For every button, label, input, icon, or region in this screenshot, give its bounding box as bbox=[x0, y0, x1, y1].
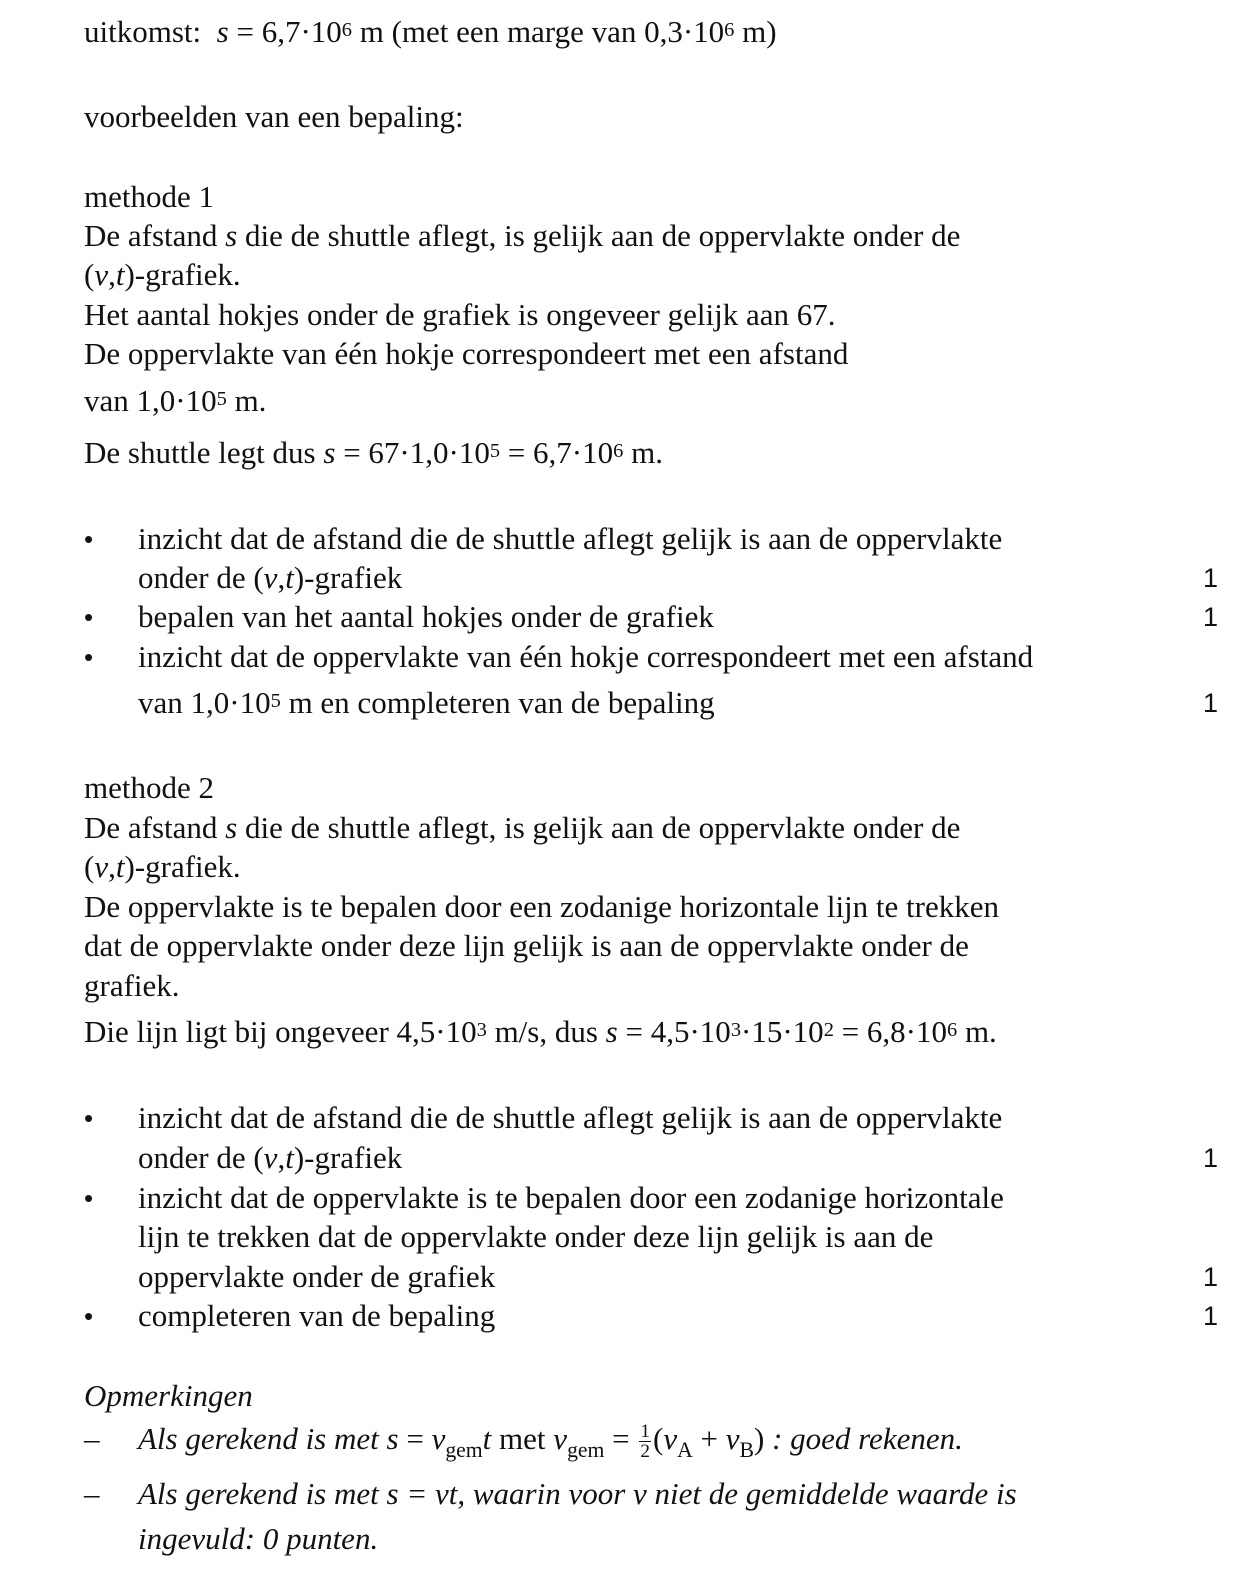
methode-2-title: methode 2 bbox=[84, 770, 214, 805]
bullet-icon: • bbox=[84, 524, 94, 554]
methode-2-text: dat de oppervlakte onder deze lijn gelijk is aan de oppervlakte onder de bbox=[84, 928, 969, 963]
bullet-icon: • bbox=[84, 602, 94, 632]
var-s: s bbox=[216, 14, 229, 49]
remark-text: ingevuld: 0 punten. bbox=[138, 1521, 379, 1556]
score-point: 1 bbox=[1202, 563, 1218, 593]
remark-text: Als gerekend is met s = vt, waarin voor v niet de gemiddelde waarde is bbox=[138, 1476, 1017, 1511]
methode-2-text: (v,t)-grafiek. bbox=[84, 849, 241, 884]
bullet-icon: • bbox=[84, 1103, 94, 1133]
dash-icon: – bbox=[84, 1476, 100, 1511]
criterion-text: onder de (v,t)-grafiek bbox=[138, 560, 403, 595]
methode-1-title: methode 1 bbox=[84, 179, 214, 214]
score-point: 1 bbox=[1202, 1143, 1218, 1173]
methode-2-text: De oppervlakte is te bepalen door een zodanige horizontale lijn te trekken bbox=[84, 889, 999, 924]
methode-1-text: (v,t)-grafiek. bbox=[84, 257, 241, 292]
score-point: 1 bbox=[1202, 688, 1218, 718]
opmerkingen-title: Opmerkingen bbox=[84, 1378, 253, 1413]
remark-text: Als gerekend is met $s = v_{gem}t$ met $v_{gem}$ = $\frac{1}{2}$ $(v_A + v_B)$ : goed rekenen. bbox=[138, 1421, 963, 1463]
criterion-text: completeren van de bepaling bbox=[138, 1298, 496, 1333]
criterion-text: bepalen van het aantal hokjes onder de grafiek bbox=[138, 599, 714, 634]
criterion-text: onder de (v,t)-grafiek bbox=[138, 1140, 403, 1175]
uitkomst-label: uitkomst: bbox=[84, 14, 202, 49]
score-point: 1 bbox=[1202, 602, 1218, 632]
criterion-text: inzicht dat de oppervlakte van één hokje correspondeert met een afstand bbox=[138, 639, 1034, 674]
methode-1-text: van $1,0\cdot 10^5$ m. bbox=[84, 383, 267, 418]
bullet-icon: • bbox=[84, 642, 94, 672]
criterion-text: oppervlakte onder de grafiek bbox=[138, 1259, 496, 1294]
criterion-text: inzicht dat de oppervlakte is te bepalen door een zodanige horizontale bbox=[138, 1180, 1004, 1215]
score-point: 1 bbox=[1202, 1262, 1218, 1292]
dash-icon: – bbox=[84, 1421, 100, 1456]
criterion-text: van $1,0\cdot 10^5$ m en completeren van de bepaling bbox=[138, 685, 715, 720]
criterion-text: lijn te trekken dat de oppervlakte onder deze lijn gelijk is aan de bbox=[138, 1219, 934, 1254]
methode-2-text: grafiek. bbox=[84, 968, 180, 1003]
bullet-icon: • bbox=[84, 1183, 94, 1213]
fraction-half: $\frac{1}{2}$ bbox=[640, 1421, 650, 1463]
methode-1-text: Het aantal hokjes onder de grafiek is ongeveer gelijk aan 67. bbox=[84, 297, 836, 332]
methode-2-formula: Die lijn ligt bij ongeveer $4,5\cdot 10^3$ m/s, dus $s = 4,5\cdot 10^3\cdot 15\cdot 10^2 = 6,8\cdot 10^6$ m. bbox=[84, 1014, 997, 1049]
methode-1-text: De oppervlakte van één hokje correspondeert met een afstand bbox=[84, 336, 849, 371]
methode-1-formula: De shuttle legt dus $s = 67\cdot 1,0\cdot 10^5 = 6,7\cdot 10^6$ m. bbox=[84, 435, 663, 470]
criterion-text: inzicht dat de afstand die de shuttle aflegt gelijk is aan de oppervlakte bbox=[138, 1100, 1003, 1135]
methode-2-text: De afstand s die de shuttle aflegt, is gelijk aan de oppervlakte onder de bbox=[84, 810, 961, 845]
bullet-icon: • bbox=[84, 1301, 94, 1331]
criterion-text: inzicht dat de afstand die de shuttle aflegt gelijk is aan de oppervlakte bbox=[138, 521, 1003, 556]
voorbeelden-heading: voorbeelden van een bepaling: bbox=[84, 99, 464, 134]
methode-1-text: De afstand s die de shuttle aflegt, is gelijk aan de oppervlakte onder de bbox=[84, 218, 961, 253]
score-point: 1 bbox=[1202, 1301, 1218, 1331]
uitkomst-line: uitkomst: $s = 6,7\cdot 10^6$ m (met een marge van $0,3\cdot 10^6$ m) bbox=[84, 14, 777, 49]
